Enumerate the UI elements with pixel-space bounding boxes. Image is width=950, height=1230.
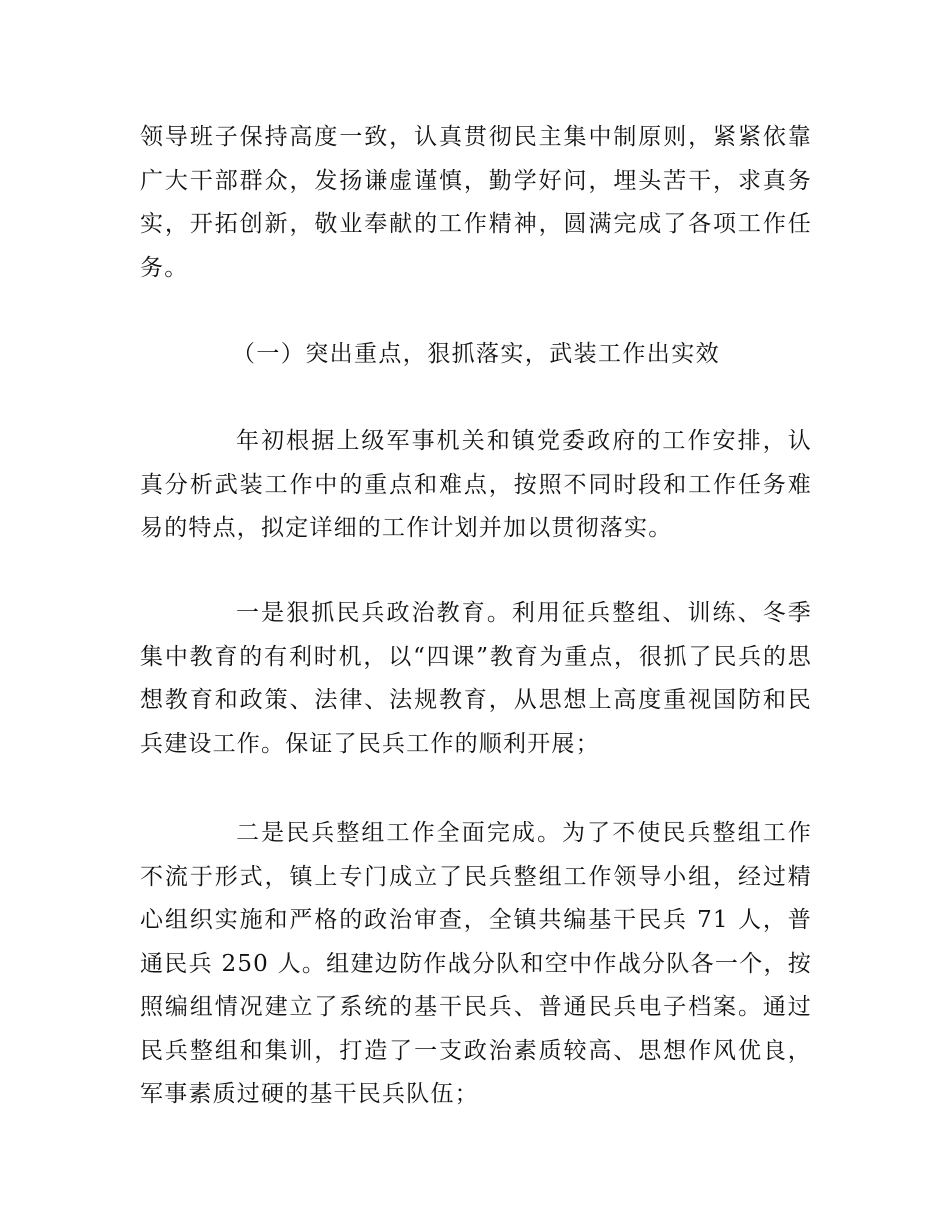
paragraph-political-education: 一是狠抓民兵政治教育。利用征兵整组、训练、冬季集中教育的有利时机，以“四课”教育为重点，很抓了民兵的思想教育和政策、法律、法规教育，从思想上高度重视国防和民兵建设工作。保证了民兵工作的顺利开展；	[140, 600, 812, 757]
paragraph-annual-plan: 年初根据上级军事机关和镇党委政府的工作安排，认真分析武装工作中的重点和难点，按照不同时段和工作任务难易的特点，拟定详细的工作计划并加以贯彻落实。	[140, 428, 812, 541]
paragraph-leadership: 领导班子保持高度一致，认真贯彻民主集中制原则，紧紧依靠广大干部群众，发扬谦虚谨慎，勤学好问，埋头苦干，求真务实，开拓创新，敬业奉献的工作精神，圆满完成了各项工作任务。	[140, 124, 812, 281]
section-heading: （一）突出重点，狠抓落实，武装工作出实效	[232, 341, 720, 367]
paragraph-militia-reorganization: 二是民兵整组工作全面完成。为了不使民兵整组工作不流于形式，镇上专门成立了民兵整组工作领导小组，经过精心组织实施和严格的政治审查，全镇共编基干民兵 71 人，普通民兵 250 人。组建边防作战分队和空中作战分队各一个，按照编组情况建立了系统的基干民兵、普通民兵电子档案。通过民兵整组和集训，打造了一支政治素质较高、思想作风优良，军事素质过硬的基干民兵队伍；	[140, 820, 812, 1107]
